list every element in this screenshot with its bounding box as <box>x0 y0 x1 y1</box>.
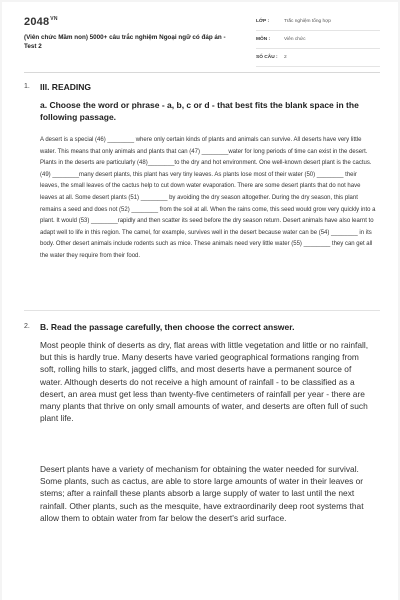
reading-paragraph: Desert plants have a variety of mechanism for obtaining the water needed for survival. Some plants, such as cactus, are able to store large amounts of water in their leaves or stems; after a rainfall these plants absorb a large supply of water to last until the next rainfall. Other plants, such as the mesquite, have extraordinarily deep root systems that allow them to obtain water from far below the desert's arid surface. <box>40 464 364 523</box>
logo-text: 2048 <box>24 16 50 28</box>
meta-label: SỐ CÂU : <box>256 55 278 60</box>
section-title: B. Read the passage carefully, then choose the correct answer. <box>40 322 295 332</box>
question-number: 2. <box>24 323 30 330</box>
meta-value: Trắc nghiệm tổng hợp <box>284 19 331 24</box>
logo-suffix: VN <box>50 16 58 22</box>
meta-label: LỚP : <box>256 19 270 24</box>
document-title: (Viên chức Mầm non) 5000+ câu trắc nghiệm Ngoại ngữ có đáp án - Test 2 <box>24 34 226 50</box>
site-logo[interactable] <box>24 16 58 28</box>
reading-passage: A desert is a special (46) ________ where only certain kinds of plants and animals can survive. All deserts have very little water. This means that only animals and plants that can (47) ________water for long periods of time can exist in the desert. Plants in the deserts are particularly (48)________to the dry and hot environment. One well-known desert plant is the cactus. (49) ________many desert plants, this plant has very tiny leaves. As plants lose most of their water (50) ________ their leaves, the small leaves of the cactus help to cut down water evaporation. There are some desert plants that do not have leaves at all. Some desert plants (51) ________ by avoiding the dry season altogether. During the dry season, this plant remains a seed and does not (52) ________ from the soil at all. When the rains come, this seed would grow very quickly into a plant. It would (53) ________rapidly and then scatter its seed before the dry season return. Desert animals have also learnt to adapt well to life in this region. The camel, for example, survives well in the desert because water can be (54) ________ in its body. Other desert animals include rodents such as mice. These animals need very little water (55) ________ they can get all the water they require from their food. <box>40 137 376 259</box>
page-header <box>24 16 380 64</box>
document-meta <box>256 16 380 70</box>
meta-value: 2 <box>284 55 287 60</box>
document-page <box>2 2 398 600</box>
question-number: 1. <box>24 83 30 90</box>
meta-row-count <box>256 52 380 67</box>
question-instruction: a. Choose the word or phrase - a, b, c or d - that best fits the blank space in the following passage. <box>40 100 359 122</box>
question-divider <box>24 310 380 311</box>
meta-row-subject <box>256 34 380 49</box>
section-title: III. READING <box>40 82 92 92</box>
header-divider <box>24 72 380 73</box>
reading-paragraph: Most people think of deserts as dry, flat areas with little vegetation and little or no rainfall, but this is hardly true. Many deserts have varied geographical formations ranging from soft, rolling hills to stark, jagged cliffs, and most deserts have a permanent source of water. Although deserts do not receive a high amount of rainfall - to be classified as a desert, an area must get less than twenty-five centimeters of rainfall per year - there are many plants that thrive on only small amounts of water, and deserts are often full of such plant life. <box>40 340 369 424</box>
meta-row-class <box>256 16 380 31</box>
meta-label: MÔN : <box>256 37 271 42</box>
meta-value: Viên chức <box>284 37 306 42</box>
